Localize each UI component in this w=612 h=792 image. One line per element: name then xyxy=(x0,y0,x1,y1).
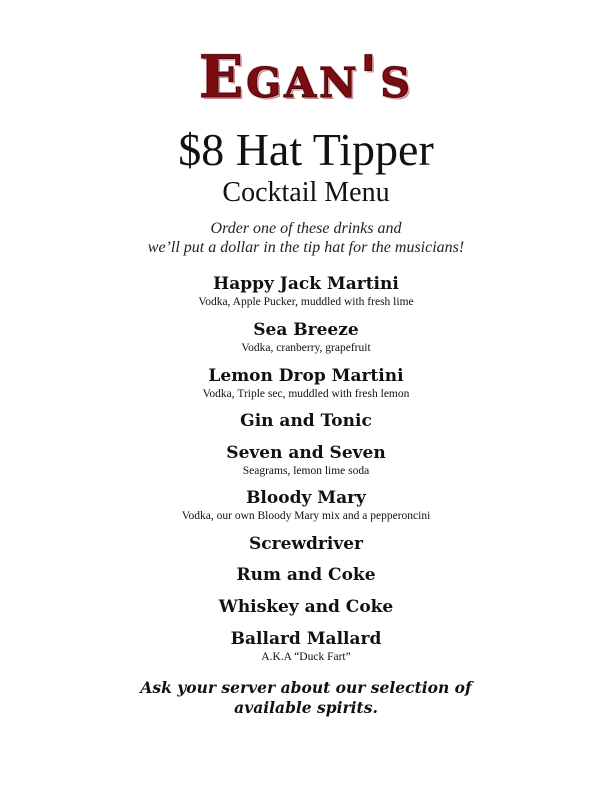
menu-item-description: A.K.A “Duck Fart” xyxy=(261,651,351,663)
menu-item-seven-and-seven xyxy=(0,442,612,478)
menu-item-name: Ballard Mallard xyxy=(230,629,382,649)
menu-item-description: Seagrams, lemon lime soda xyxy=(242,465,370,477)
menu-item-name: Bloody Mary xyxy=(246,488,366,508)
menu-item-screwdriver xyxy=(0,533,612,555)
menu-item-name: Gin and Tonic xyxy=(240,411,372,431)
menu-item-rum-and-coke xyxy=(0,564,612,586)
menu-item-description: Vodka, Triple sec, muddled with fresh lemon xyxy=(202,388,410,400)
menu-item-name: Happy Jack Martini xyxy=(213,274,399,294)
footer-line-1: Ask your server about our selection of xyxy=(140,678,472,697)
menu-item-description: Vodka, cranberry, grapefruit xyxy=(241,342,371,354)
menu-item-bloody-mary xyxy=(0,487,612,523)
menu-item-name: Screwdriver xyxy=(249,534,363,554)
menu-item-description: Vodka, our own Bloody Mary mix and a pepperoncini xyxy=(181,510,431,522)
menu-item-name: Sea Breeze xyxy=(253,320,359,340)
intro-text xyxy=(0,219,612,257)
intro-line-1: Order one of these drinks and xyxy=(210,220,402,237)
menu-item-name: Seven and Seven xyxy=(226,443,386,463)
menu-item-ballard-mallard xyxy=(0,628,612,664)
page-subtitle: Cocktail Menu xyxy=(222,177,390,208)
footer-note xyxy=(0,678,612,718)
footer-line-2: available spirits. xyxy=(234,698,378,717)
intro-line-2: we’ll put a dollar in the tip hat for the musicians! xyxy=(147,239,465,256)
menu-item-happy-jack-martini xyxy=(0,273,612,309)
menu-item-description: Vodka, Apple Pucker, muddled with fresh lime xyxy=(198,296,414,308)
restaurant-logo: Egan's xyxy=(199,43,413,111)
menu-item-lemon-drop-martini xyxy=(0,365,612,401)
menu-item-name: Whiskey and Coke xyxy=(218,597,394,617)
menu-item-whiskey-and-coke xyxy=(0,596,612,618)
menu-item-name: Lemon Drop Martini xyxy=(208,366,404,386)
menu-item-sea-breeze xyxy=(0,319,612,355)
page-title: $8 Hat Tipper xyxy=(178,124,434,175)
menu-item-name: Rum and Coke xyxy=(236,565,376,585)
menu-item-gin-and-tonic xyxy=(0,410,612,432)
